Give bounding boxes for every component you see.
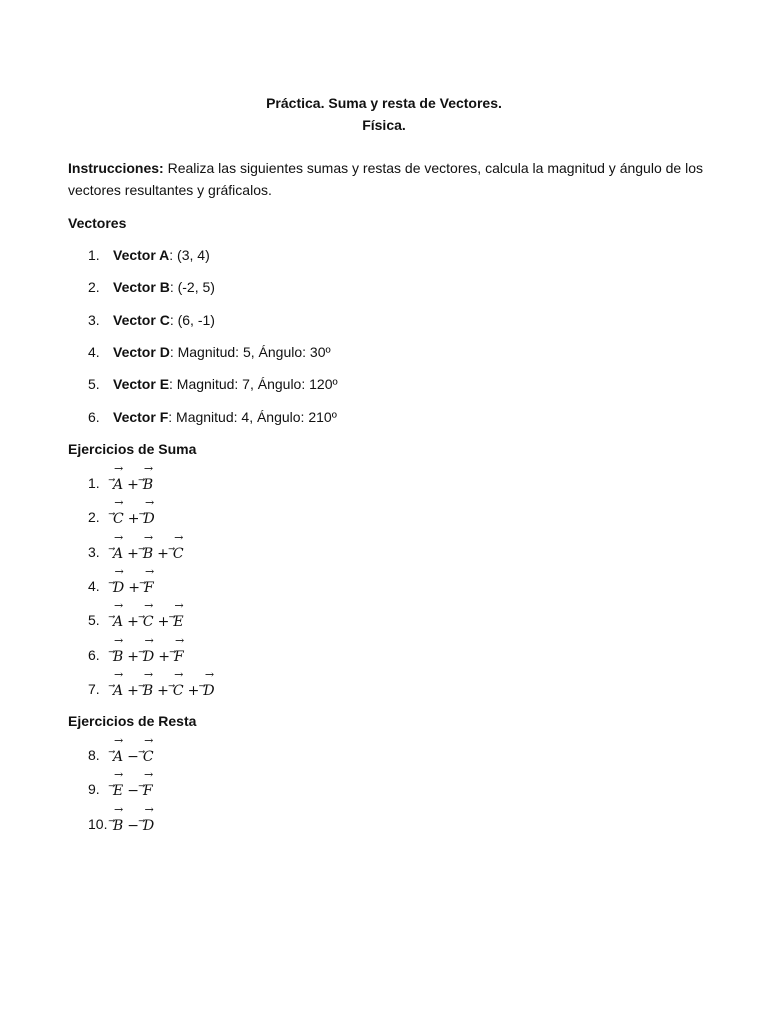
- list-number: 3.: [88, 543, 100, 560]
- vector-symbol: [113, 462, 124, 497]
- vector-name: Vector F: [113, 408, 169, 425]
- vector-letter: C: [172, 545, 184, 562]
- vector-definition: [113, 275, 215, 299]
- vector-symbol: [113, 734, 124, 769]
- vector-letter: A: [113, 614, 124, 631]
- vector-expression: [113, 462, 154, 497]
- vector-letter: D: [203, 682, 215, 699]
- vector-letter: B: [142, 682, 154, 699]
- vector-symbol: [113, 496, 124, 531]
- vector-symbol: [113, 564, 125, 600]
- vector-name: Vector C: [113, 311, 170, 328]
- vector-letter: B: [113, 817, 124, 834]
- list-number: 1.: [88, 475, 100, 491]
- vector-symbol: [142, 734, 154, 769]
- vector-definition: [113, 243, 210, 267]
- vector-expression: [113, 530, 184, 566]
- operator-sign: +: [157, 545, 169, 562]
- instructions-text: Realiza las siguientes sumas y restas de vectores, calcula la magnitud y ángulo de los vectores resultantes y gráficalos.: [68, 160, 703, 198]
- vector-arrow-icon: ⃗ →: [144, 734, 154, 747]
- vector-symbol: [143, 802, 155, 838]
- operator-sign: +: [157, 614, 170, 631]
- operator-sign: +: [127, 511, 140, 528]
- vector-symbol: [143, 633, 155, 669]
- vector-letter: E: [173, 614, 184, 631]
- document-title: Práctica. Suma y resta de Vectores.: [266, 95, 502, 111]
- operator-sign: +: [127, 614, 139, 631]
- vector-definition: [113, 405, 337, 429]
- vector-arrow-icon: ⃗ →: [144, 802, 154, 816]
- vector-value: : (-2, 5): [169, 279, 215, 296]
- vector-symbol: [113, 599, 124, 634]
- vector-letter: B: [142, 477, 154, 493]
- sum-exercises-heading: Ejercicios de Suma: [68, 441, 197, 457]
- vector-letter: F: [142, 783, 153, 800]
- operator-sign: −: [127, 749, 139, 765]
- vector-symbol: [113, 802, 124, 838]
- operator-sign: −: [127, 817, 140, 834]
- vector-letter: C: [172, 682, 184, 699]
- vector-arrow-icon: ⃗ →: [143, 768, 154, 782]
- vector-symbol: [203, 667, 215, 703]
- list-number: 3.: [88, 311, 100, 328]
- vector-expression: [113, 734, 154, 769]
- operator-sign: −: [127, 783, 139, 800]
- list-number: 2.: [88, 279, 100, 296]
- vector-symbol: [142, 530, 154, 566]
- vector-name: Vector E: [113, 376, 170, 393]
- vector-value: : Magnitud: 7, Ángulo: 120º: [169, 376, 338, 393]
- vector-letter: C: [142, 749, 154, 765]
- vector-letter: E: [113, 783, 124, 800]
- vector-value: : (3, 4): [169, 247, 210, 263]
- vector-expression: [113, 633, 185, 669]
- vector-expression: [113, 768, 154, 803]
- vector-letter: C: [113, 511, 124, 528]
- operator-sign: +: [187, 682, 200, 699]
- vector-letter: A: [113, 545, 124, 562]
- vector-letter: A: [113, 682, 124, 699]
- instructions-label: Instrucciones:: [68, 160, 164, 176]
- list-number: 8.: [88, 747, 100, 763]
- vector-arrow-icon: ⃗ →: [114, 667, 124, 681]
- vector-expression: [113, 599, 184, 634]
- vector-symbol: [113, 768, 124, 803]
- document-subtitle: Física.: [362, 117, 406, 133]
- vector-arrow-icon: ⃗ →: [114, 530, 124, 544]
- vector-symbol: [113, 530, 124, 566]
- vector-arrow-icon: ⃗ →: [143, 530, 154, 544]
- vector-arrow-icon: ⃗ →: [144, 564, 155, 578]
- vector-arrow-icon: ⃗ →: [114, 802, 124, 816]
- vector-letter: F: [174, 648, 184, 665]
- vector-arrow-icon: ⃗ →: [174, 530, 184, 544]
- vector-value: : (6, -1): [169, 311, 215, 328]
- operator-sign: +: [127, 648, 140, 665]
- vector-arrow-icon: ⃗ →: [114, 768, 124, 782]
- vector-letter: B: [113, 648, 124, 665]
- vector-expression: [113, 496, 155, 531]
- list-number: 7.: [88, 680, 100, 697]
- vector-symbol: [113, 667, 124, 703]
- list-number: 6.: [88, 646, 100, 663]
- vector-name: Vector D: [113, 343, 170, 360]
- vector-arrow-icon: ⃗ →: [174, 599, 184, 613]
- operator-sign: +: [158, 648, 170, 665]
- vector-arrow-icon: ⃗ →: [114, 462, 124, 475]
- list-number: 1.: [88, 247, 100, 263]
- vector-letter: F: [143, 579, 154, 596]
- vector-letter: D: [143, 648, 155, 665]
- list-number: 5.: [88, 612, 100, 629]
- vector-symbol: [174, 633, 185, 669]
- vector-letter: C: [142, 614, 154, 631]
- subtraction-exercises-heading: Ejercicios de Resta: [68, 713, 197, 729]
- vector-letter: D: [143, 511, 155, 528]
- vector-expression: [113, 564, 155, 600]
- vector-symbol: [142, 462, 154, 497]
- operator-sign: +: [127, 682, 139, 699]
- vector-symbol: [113, 633, 124, 669]
- list-number: 4.: [88, 343, 100, 360]
- vector-letter: B: [142, 545, 154, 562]
- vector-symbol: [143, 496, 155, 531]
- vector-letter: D: [113, 579, 125, 596]
- vector-arrow-icon: ⃗ →: [144, 496, 155, 510]
- vector-name: Vector A: [113, 247, 170, 263]
- vector-arrow-icon: ⃗ →: [174, 667, 184, 681]
- vector-arrow-icon: ⃗ →: [114, 734, 124, 747]
- vector-value: : Magnitud: 4, Ángulo: 210º: [168, 408, 337, 425]
- vector-symbol: [142, 667, 154, 703]
- operator-sign: +: [128, 579, 140, 596]
- vector-expression: [113, 667, 215, 703]
- vectors-heading: Vectores: [68, 215, 127, 231]
- vector-symbol: [142, 768, 154, 803]
- vector-definition: [113, 372, 338, 396]
- vector-symbol: [172, 530, 184, 566]
- vector-value: : Magnitud: 5, Ángulo: 30º: [169, 343, 331, 360]
- list-number: 5.: [88, 376, 100, 393]
- vector-definition: [113, 340, 331, 364]
- vector-letter: A: [113, 749, 124, 765]
- vector-arrow-icon: ⃗ →: [204, 667, 215, 681]
- vector-arrow-icon: ⃗ →: [114, 564, 124, 578]
- list-number: 10.: [88, 815, 108, 832]
- list-number: 6.: [88, 408, 100, 425]
- vector-arrow-icon: ⃗ →: [114, 599, 124, 613]
- vector-arrow-icon: ⃗ →: [144, 599, 154, 613]
- vector-arrow-icon: ⃗ →: [144, 633, 154, 647]
- vector-arrow-icon: ⃗ →: [143, 462, 154, 475]
- vector-arrow-icon: ⃗ →: [114, 496, 124, 510]
- vector-arrow-icon: ⃗ →: [114, 633, 124, 647]
- list-number: 9.: [88, 781, 100, 798]
- vector-arrow-icon: ⃗ →: [175, 633, 185, 647]
- vector-expression: [113, 802, 155, 838]
- vector-letter: D: [143, 817, 155, 834]
- vector-letter: A: [113, 477, 124, 493]
- vector-definition: [113, 308, 215, 332]
- instructions-paragraph: [68, 157, 708, 201]
- operator-sign: +: [127, 477, 139, 493]
- operator-sign: +: [127, 545, 139, 562]
- vector-arrow-icon: ⃗ →: [143, 667, 154, 681]
- vector-name: Vector B: [113, 279, 170, 296]
- vector-symbol: [172, 667, 184, 703]
- vector-symbol: [142, 599, 154, 634]
- operator-sign: +: [157, 682, 169, 699]
- list-number: 4.: [88, 577, 100, 594]
- vector-symbol: [143, 564, 155, 600]
- list-number: 2.: [88, 509, 100, 526]
- vector-symbol: [173, 599, 184, 634]
